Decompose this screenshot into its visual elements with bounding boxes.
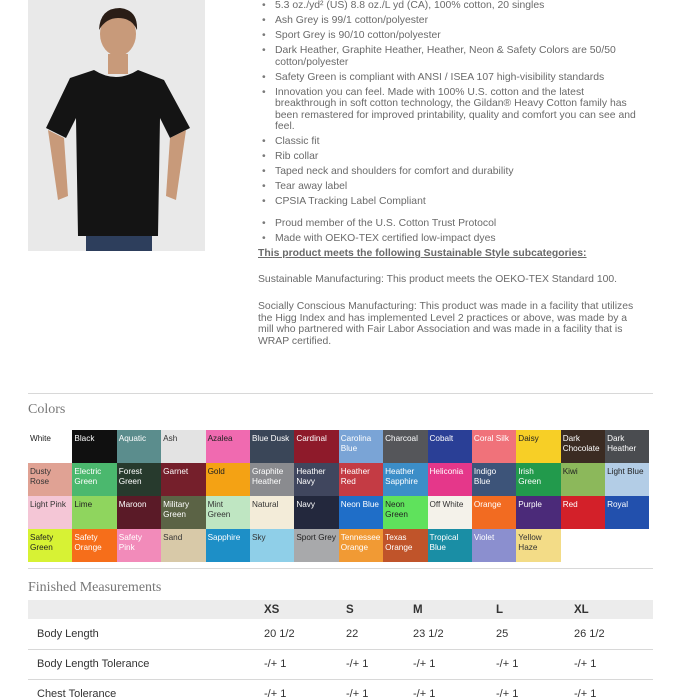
- color-swatch[interactable]: Orange: [472, 496, 516, 529]
- list-item: • Made with OEKO-TEX certified low-impact dyes: [258, 233, 638, 245]
- color-swatch[interactable]: Purple: [516, 496, 560, 529]
- table-row: [28, 649, 653, 679]
- size-header: S: [346, 600, 413, 619]
- table-cell: -/+ 1: [413, 679, 496, 700]
- list-item: • Dark Heather, Graphite Heather, Heather, Neon & Safety Colors are 50/50 cotton/polyester: [258, 45, 638, 68]
- list-item: • Proud member of the U.S. Cotton Trust Protocol: [258, 218, 638, 230]
- color-swatch[interactable]: Safety Orange: [72, 529, 116, 562]
- color-swatch[interactable]: Light Pink: [28, 496, 72, 529]
- color-swatch[interactable]: Heather Red: [339, 463, 383, 496]
- sustainable-heading: This product meets the following Sustainable Style subcategories:: [258, 247, 587, 259]
- list-item: • Tear away label: [258, 181, 638, 193]
- divider: [28, 568, 653, 569]
- color-swatch[interactable]: Navy: [294, 496, 338, 529]
- product-details: [258, 0, 638, 347]
- table-row: [28, 679, 653, 700]
- colors-title: Colors: [28, 402, 66, 417]
- color-swatch[interactable]: Graphite Heather: [250, 463, 294, 496]
- size-header-row: [28, 600, 653, 619]
- table-cell: 22: [346, 619, 413, 649]
- color-swatch[interactable]: Indigo Blue: [472, 463, 516, 496]
- color-swatch[interactable]: Safety Green: [28, 529, 72, 562]
- list-item: • Rib collar: [258, 151, 638, 163]
- color-swatch[interactable]: Safety Pink: [117, 529, 161, 562]
- color-swatch[interactable]: Azalea: [206, 430, 250, 463]
- table-cell: -/+ 1: [264, 649, 346, 679]
- list-item: • Taped neck and shoulders for comfort and durability: [258, 166, 638, 178]
- list-item: • CPSIA Tracking Label Compliant: [258, 196, 638, 208]
- color-swatch[interactable]: Yellow Haze: [516, 529, 560, 562]
- socially-conscious-text: Socially Conscious Manufacturing: This product was made in a facility that utilizes the Higg Index and has implemented Level 2 practices or above, was made by a mill who partnered with Fair Labor Association and was made in a facility that is WRAP certified.: [258, 300, 634, 347]
- color-swatch[interactable]: Neon Green: [383, 496, 427, 529]
- color-swatch[interactable]: Violet: [472, 529, 516, 562]
- color-swatch[interactable]: Carolina Blue: [339, 430, 383, 463]
- color-swatch[interactable]: Texas Orange: [383, 529, 427, 562]
- row-label: Chest Tolerance: [28, 679, 264, 700]
- size-header: M: [413, 600, 496, 619]
- table-cell: -/+ 1: [496, 679, 574, 700]
- table-cell: 20 1/2: [264, 619, 346, 649]
- color-swatch[interactable]: Tennessee Orange: [339, 529, 383, 562]
- size-header: L: [496, 600, 574, 619]
- color-swatch[interactable]: Natural: [250, 496, 294, 529]
- color-swatch[interactable]: Red: [561, 496, 605, 529]
- color-swatch[interactable]: Blue Dusk: [250, 430, 294, 463]
- table-cell: -/+ 1: [413, 649, 496, 679]
- color-swatch[interactable]: Garnet: [161, 463, 205, 496]
- color-swatch[interactable]: Electric Green: [72, 463, 116, 496]
- color-swatch[interactable]: Off White: [428, 496, 472, 529]
- color-swatch[interactable]: Military Green: [161, 496, 205, 529]
- color-swatch[interactable]: Gold: [206, 463, 250, 496]
- color-swatch[interactable]: Sapphire: [206, 529, 250, 562]
- size-header: XL: [574, 600, 653, 619]
- feature-list: [258, 0, 638, 208]
- divider: [28, 393, 653, 394]
- list-item: • 5.3 oz./yd² (US) 8.8 oz./L yd (CA), 100% cotton, 20 singles: [258, 0, 638, 12]
- list-item: • Safety Green is compliant with ANSI / ISEA 107 high-visibility standards: [258, 72, 638, 84]
- color-swatch[interactable]: Black: [72, 430, 116, 463]
- color-swatch[interactable]: Kiwi: [561, 463, 605, 496]
- sustainable-manufacturing-text: Sustainable Manufacturing: This product meets the OEKO-TEX Standard 100.: [258, 274, 618, 286]
- color-swatch[interactable]: Maroon: [117, 496, 161, 529]
- table-cell: -/+ 1: [346, 679, 413, 700]
- table-cell: 26 1/2: [574, 619, 653, 649]
- product-photo: [28, 0, 205, 251]
- color-swatch[interactable]: Mint Green: [206, 496, 250, 529]
- measurements-title: Finished Measurements: [28, 580, 162, 595]
- color-swatch[interactable]: Neon Blue: [339, 496, 383, 529]
- table-cell: -/+ 1: [574, 679, 653, 700]
- table-cell: 23 1/2: [413, 619, 496, 649]
- color-swatch[interactable]: Charcoal: [383, 430, 427, 463]
- row-label: Body Length: [28, 619, 264, 649]
- table-row: [28, 619, 653, 649]
- color-swatch[interactable]: White: [28, 430, 72, 463]
- color-swatch[interactable]: Ash: [161, 430, 205, 463]
- color-swatch[interactable]: Cobalt: [428, 430, 472, 463]
- certification-list: [258, 218, 638, 245]
- table-cell: -/+ 1: [496, 649, 574, 679]
- color-swatch[interactable]: Forest Green: [117, 463, 161, 496]
- table-cell: -/+ 1: [264, 679, 346, 700]
- list-item: • Ash Grey is 99/1 cotton/polyester: [258, 15, 638, 27]
- color-swatch[interactable]: Royal: [605, 496, 649, 529]
- size-header: XS: [264, 600, 346, 619]
- table-cell: 25: [496, 619, 574, 649]
- color-swatch[interactable]: Dusty Rose: [28, 463, 72, 496]
- list-item: • Classic fit: [258, 136, 638, 148]
- color-swatch[interactable]: Lime: [72, 496, 116, 529]
- color-swatch[interactable]: Aquatic: [117, 430, 161, 463]
- color-swatch[interactable]: Light Blue: [605, 463, 649, 496]
- list-item: • Sport Grey is 90/10 cotton/polyester: [258, 30, 638, 42]
- table-cell: -/+ 1: [574, 649, 653, 679]
- measurements-table: [28, 600, 653, 700]
- table-cell: -/+ 1: [346, 649, 413, 679]
- color-swatch[interactable]: Sky: [250, 529, 294, 562]
- header-spacer: [28, 600, 264, 619]
- color-swatch[interactable]: Tropical Blue: [428, 529, 472, 562]
- color-swatch[interactable]: Dark Heather: [605, 430, 649, 463]
- color-swatch[interactable]: Daisy: [516, 430, 560, 463]
- color-swatch[interactable]: Cardinal: [294, 430, 338, 463]
- color-swatch[interactable]: Heliconia: [428, 463, 472, 496]
- color-swatch[interactable]: Coral Silk: [472, 430, 516, 463]
- color-swatch[interactable]: Dark Chocolate: [561, 430, 605, 463]
- color-swatch[interactable]: Heather Navy: [294, 463, 338, 496]
- color-swatch[interactable]: Heather Sapphire: [383, 463, 427, 496]
- color-swatch[interactable]: Sport Grey: [294, 529, 338, 562]
- color-swatch[interactable]: Irish Green: [516, 463, 560, 496]
- list-item: • Innovation you can feel. Made with 100% U.S. cotton and the latest breakthrough in soft cotton technology, the Gildan® Heavy Cotton family has been remastered for improved printability, quality and comfort you can see and feel.: [258, 87, 638, 133]
- color-swatch-grid: [28, 430, 650, 562]
- color-swatch[interactable]: Sand: [161, 529, 205, 562]
- row-label: Body Length Tolerance: [28, 649, 264, 679]
